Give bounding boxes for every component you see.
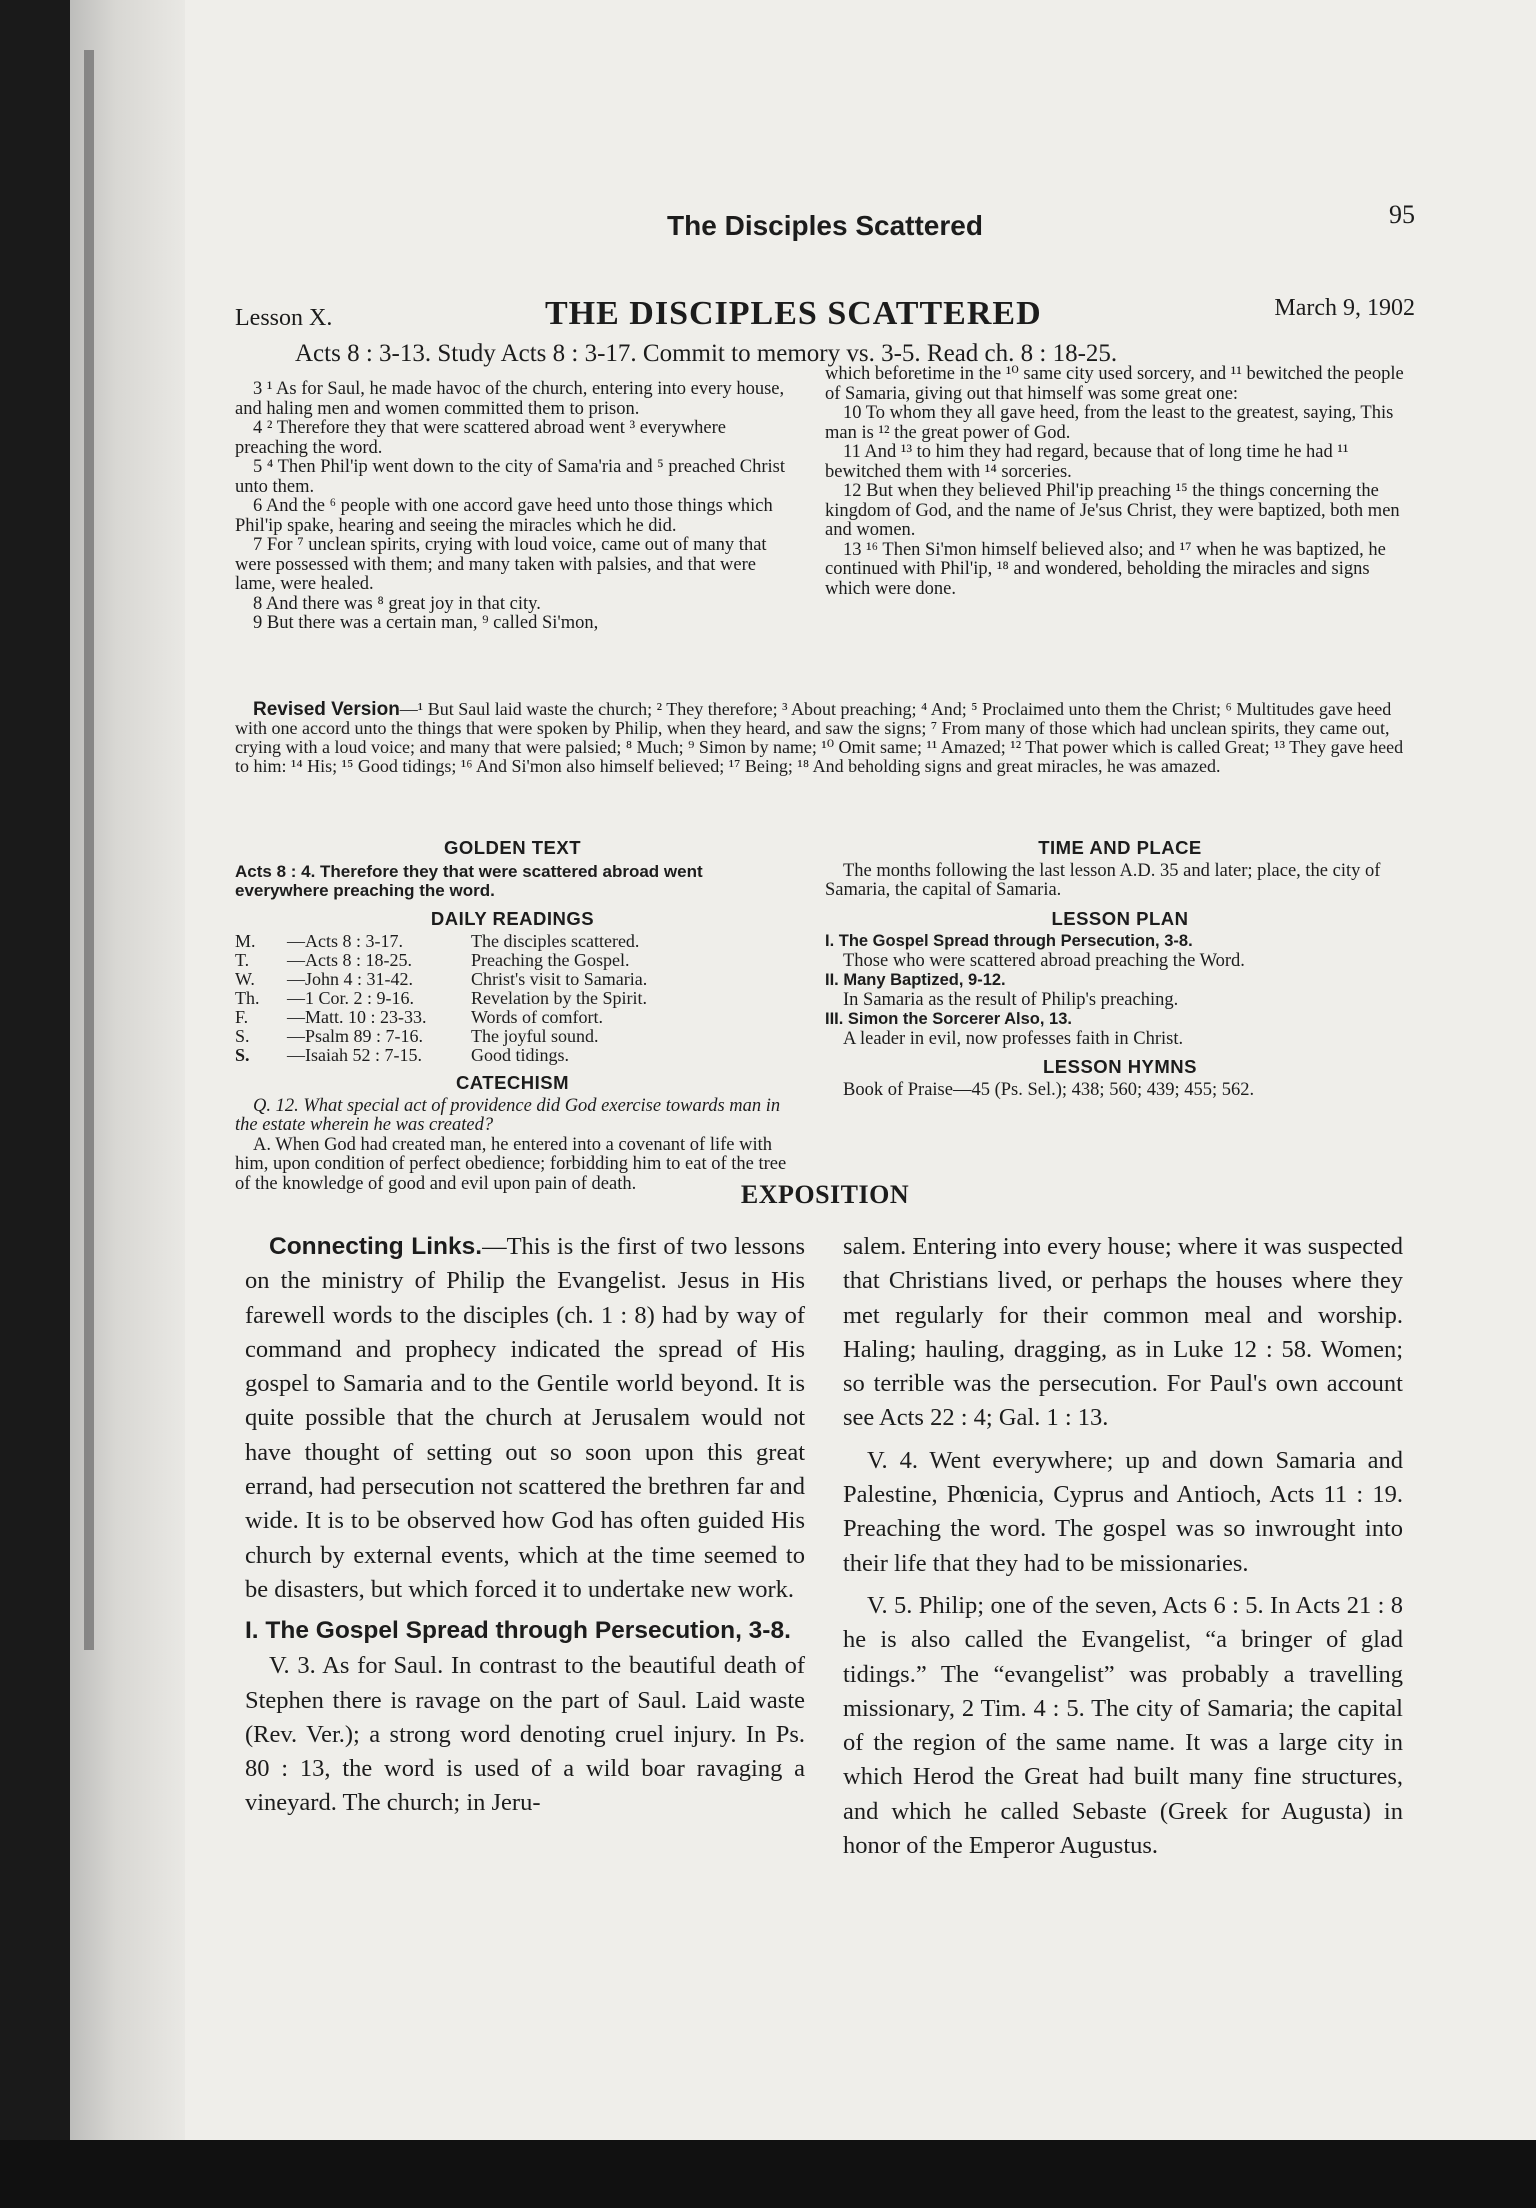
table-row [235, 932, 790, 951]
reading-title: Good tidings. [471, 1045, 570, 1065]
reading-ref: —Isaiah 52 : 7-15. [287, 1045, 422, 1065]
reading-day: Th. [235, 988, 260, 1008]
verse-paragraph: 4 ² Therefore they that were scattered abroad went ³ everywhere preaching the word. [235, 418, 727, 458]
revised-version-label: Revised Version [253, 699, 400, 720]
lesson-hymns-text: Book of Praise—45 (Ps. Sel.); 438; 560; 439; 455; 562. [843, 1079, 1255, 1100]
verse-paragraph: 5 ⁴ Then Phil'ip went down to the city of Sama'ria and ⁵ preached Christ unto them. [235, 457, 785, 497]
reading-day: T. [235, 950, 250, 970]
golden-text-heading: GOLDEN TEXT [443, 837, 582, 858]
lesson-header [235, 295, 1415, 345]
exposition-paragraph: V. 3. As for Saul. In contrast to the beautiful death of Stephen there is ravage on the part of Saul. Laid waste (Rev. Ver.); a strong word denoting cruel injury. In Ps. 80 : 13, the word is used of a wild boar ravaging a vineyard. The church; in Jeru- [245, 1652, 805, 1817]
reading-ref: —1 Cor. 2 : 9-16. [287, 988, 415, 1008]
reading-ref: —John 4 : 31-42. [287, 969, 413, 989]
verse-paragraph: 6 And the ⁶ people with one accord gave heed unto those things which Phil'ip spake, hearing and seeing the miracles which he did. [235, 496, 773, 536]
reading-title: The disciples scattered. [471, 931, 640, 951]
exposition-paragraph: V. 5. Philip; one of the seven, Acts 6 : 5. In Acts 21 : 8 he is also called the Evangelist, “a bringer of glad tidings.” The “evangelist” was probably a travelling missionary, 2 Tim. 4 : 5. The city of Samaria; the capital of the region of the same name. It was a large city in which Herod the Great had built many fine structures, and which he called Sebaste (Greek for Augusta) in honor of the Emperor Augustus. [843, 1591, 1403, 1860]
connecting-links-text: —This is the first of two lessons on the ministry of Philip the Evangelist. Jesus in His farewell words to the disciples (ch. 1 : 8) had by way of command and prophecy indicated the spread of His gospel to Samaria and to the Gentile world beyond. It is quite possible that the church at Jerusalem would not have thought of setting out so soon upon this great errand, had persecution not scattered the brethren far and wide. It is to be observed how God has often guided His church by external events, which at the time seemed to be disasters, but which forced it to undertake new work. [245, 1233, 805, 1603]
verses-right-column [825, 365, 1415, 599]
reading-title: The joyful sound. [471, 1026, 599, 1046]
reading-title: Revelation by the Spirit. [471, 988, 647, 1008]
catechism-heading: CATECHISM [455, 1072, 570, 1093]
section-heading: I. The Gospel Spread through Persecution, 3-8. [245, 1617, 791, 1645]
table-row [235, 989, 790, 1008]
page-number: 95 [1389, 200, 1415, 229]
verse-paragraph: 12 But when they believed Phil'ip preaching ¹⁵ the things concerning the kingdom of God, and the name of Je'sus Christ, they were baptized, both men and women. [825, 481, 1400, 540]
exposition-paragraph: V. 4. Went everywhere; up and down Samaria and Palestine, Phœnicia, Cyprus and Antioch, Acts 11 : 19. Preaching the word. The gospel was so inwrought into their life that they had to be missionaries. [843, 1446, 1403, 1577]
sidebar-right [825, 830, 1415, 1100]
plan-item-title: III. Simon the Sorcerer Also, 13. [825, 1010, 1072, 1028]
exposition-paragraph: salem. Entering into every house; where it was suspected that Christians lived, or perhaps the houses where they met regularly for their common meal and worship. Haling; hauling, dragging, as in Luke 12 : 58. Women; so terrible was the persecution. For Paul's own account see Acts 22 : 4; Gal. 1 : 13. [843, 1233, 1403, 1432]
lesson-hymns-heading: LESSON HYMNS [1042, 1056, 1198, 1077]
scan-bottom-edge [0, 2140, 1536, 2208]
plan-item-title: II. Many Baptized, 9-12. [825, 971, 1006, 989]
reading-ref: —Acts 8 : 18-25. [287, 950, 412, 970]
lesson-number: Lesson X. [235, 305, 333, 331]
reading-day: M. [235, 931, 256, 951]
table-row [235, 1008, 790, 1027]
lesson-date: March 9, 1902 [1274, 295, 1415, 321]
revised-version-note [235, 700, 1415, 776]
verse-paragraph: 8 And there was ⁸ great joy in that city. [253, 593, 541, 614]
running-title: The Disciples Scattered [667, 210, 983, 241]
golden-text: Acts 8 : 4. Therefore they that were scattered abroad went everywhere preaching the word. [235, 861, 703, 900]
page-gutter [70, 0, 185, 2140]
table-row [235, 951, 790, 970]
connecting-links-label: Connecting Links. [269, 1233, 483, 1260]
verse-paragraph: 10 To whom they all gave heed, from the least to the greatest, saying, This man is ¹² the great power of God. [825, 403, 1394, 443]
table-row [235, 970, 790, 989]
plan-item-title: I. The Gospel Spread through Persecution, 3-8. [825, 932, 1193, 950]
catechism-question: Q. 12. What special act of providence did God exercise towards man in the estate wherein he was created? [235, 1095, 781, 1135]
plan-item-desc: A leader in evil, now professes faith in Christ. [843, 1028, 1184, 1049]
verse-paragraph: 13 ¹⁶ Then Si'mon himself believed also; and ¹⁷ when he was baptized, he continued with Phil'ip, ¹⁸ and wondered, beholding the miracles and signs which were done. [825, 539, 1386, 599]
lesson-title: THE DISCIPLES SCATTERED [545, 295, 1042, 332]
verses-left-column [235, 380, 790, 634]
verse-paragraph: 11 And ¹³ to him they had regard, because that of long time he had ¹¹ bewitched them with ¹⁴ sorceries. [825, 442, 1349, 482]
reading-ref: —Acts 8 : 3-17. [287, 931, 403, 951]
reading-day: W. [235, 969, 255, 989]
reading-ref: —Matt. 10 : 23-33. [287, 1007, 427, 1027]
reading-title: Christ's visit to Samaria. [471, 969, 648, 989]
table-row [235, 1027, 790, 1046]
book-page [70, 0, 1536, 2140]
gutter-shadow-line [84, 50, 94, 1650]
lesson-plan-heading: LESSON PLAN [1051, 907, 1189, 929]
sidebar-left [235, 830, 790, 1194]
plan-item-desc: Those who were scattered abroad preaching the Word. [843, 950, 1245, 971]
exposition-heading: EXPOSITION [740, 1180, 910, 1209]
daily-readings-heading: DAILY READINGS [430, 907, 595, 929]
table-row [235, 1046, 790, 1065]
reading-title: Preaching the Gospel. [471, 950, 630, 970]
exposition-right-column [843, 1230, 1403, 1871]
reading-day: F. [235, 1007, 249, 1027]
verse-paragraph: 9 But there was a certain man, ⁹ called Si'mon, [253, 613, 599, 633]
reading-ref: —Psalm 89 : 7-16. [287, 1026, 424, 1046]
reading-day: S. [235, 1045, 250, 1065]
reading-title: Words of comfort. [471, 1007, 604, 1027]
revised-version-text: —¹ But Saul laid waste the church; ² They therefore; ³ About preaching; ⁴ And; ⁵ Proclaimed unto them the Christ; ⁶ Multitudes gave heed with one accord unto the things that were spoken by Philip, when they heard, and saw the signs; ⁷ From many of those which had unclean spirits, they came out, crying with a loud voice; and many that were palsied; ⁸ Much; ⁹ Simon by name; ¹⁰ Omit same; ¹¹ Amazed; ¹² That power which is called Great; ¹³ They gave heed to him: ¹⁴ His; ¹⁵ Good tidings; ¹⁶ And Si'mon also himself believed; ¹⁷ Being; ¹⁸ And beholding signs and great miracles, he was amazed. [235, 699, 1404, 776]
exposition-left-column [245, 1230, 805, 1829]
scripture-reference: Acts 8 : 3-13. Study Acts 8 : 3-17. Commit to memory vs. 3-5. Read ch. 8 : 18-25. [295, 340, 1118, 367]
catechism-answer: A. When God had created man, he entered into a covenant of life with him, upon condition of perfect obedience; forbidding him to eat of the tree of the knowledge of good and evil upon pain of death. [235, 1134, 787, 1194]
plan-item-desc: In Samaria as the result of Philip's preaching. [843, 989, 1179, 1010]
reading-day: S. [235, 1026, 250, 1046]
exposition-paragraph [245, 1230, 805, 1607]
verse-paragraph: 3 ¹ As for Saul, he made havoc of the church, entering into every house, and haling men and women committed them to prison. [235, 379, 785, 419]
time-place-heading: TIME AND PLACE [1038, 837, 1202, 858]
daily-readings-table [235, 932, 790, 1065]
time-place-text: The months following the last lesson A.D. 35 and later; place, the city of Samaria, the capital of Samaria. [825, 860, 1381, 900]
verse-paragraph: which beforetime in the ¹⁰ same city used sorcery, and ¹¹ bewitched the people of Samaria, giving out that himself was some great one: [825, 364, 1404, 404]
verse-paragraph: 7 For ⁷ unclean spirits, crying with loud voice, came out of many that were possessed with them; and many taken with palsies, and that were lame, were healed. [235, 535, 767, 594]
